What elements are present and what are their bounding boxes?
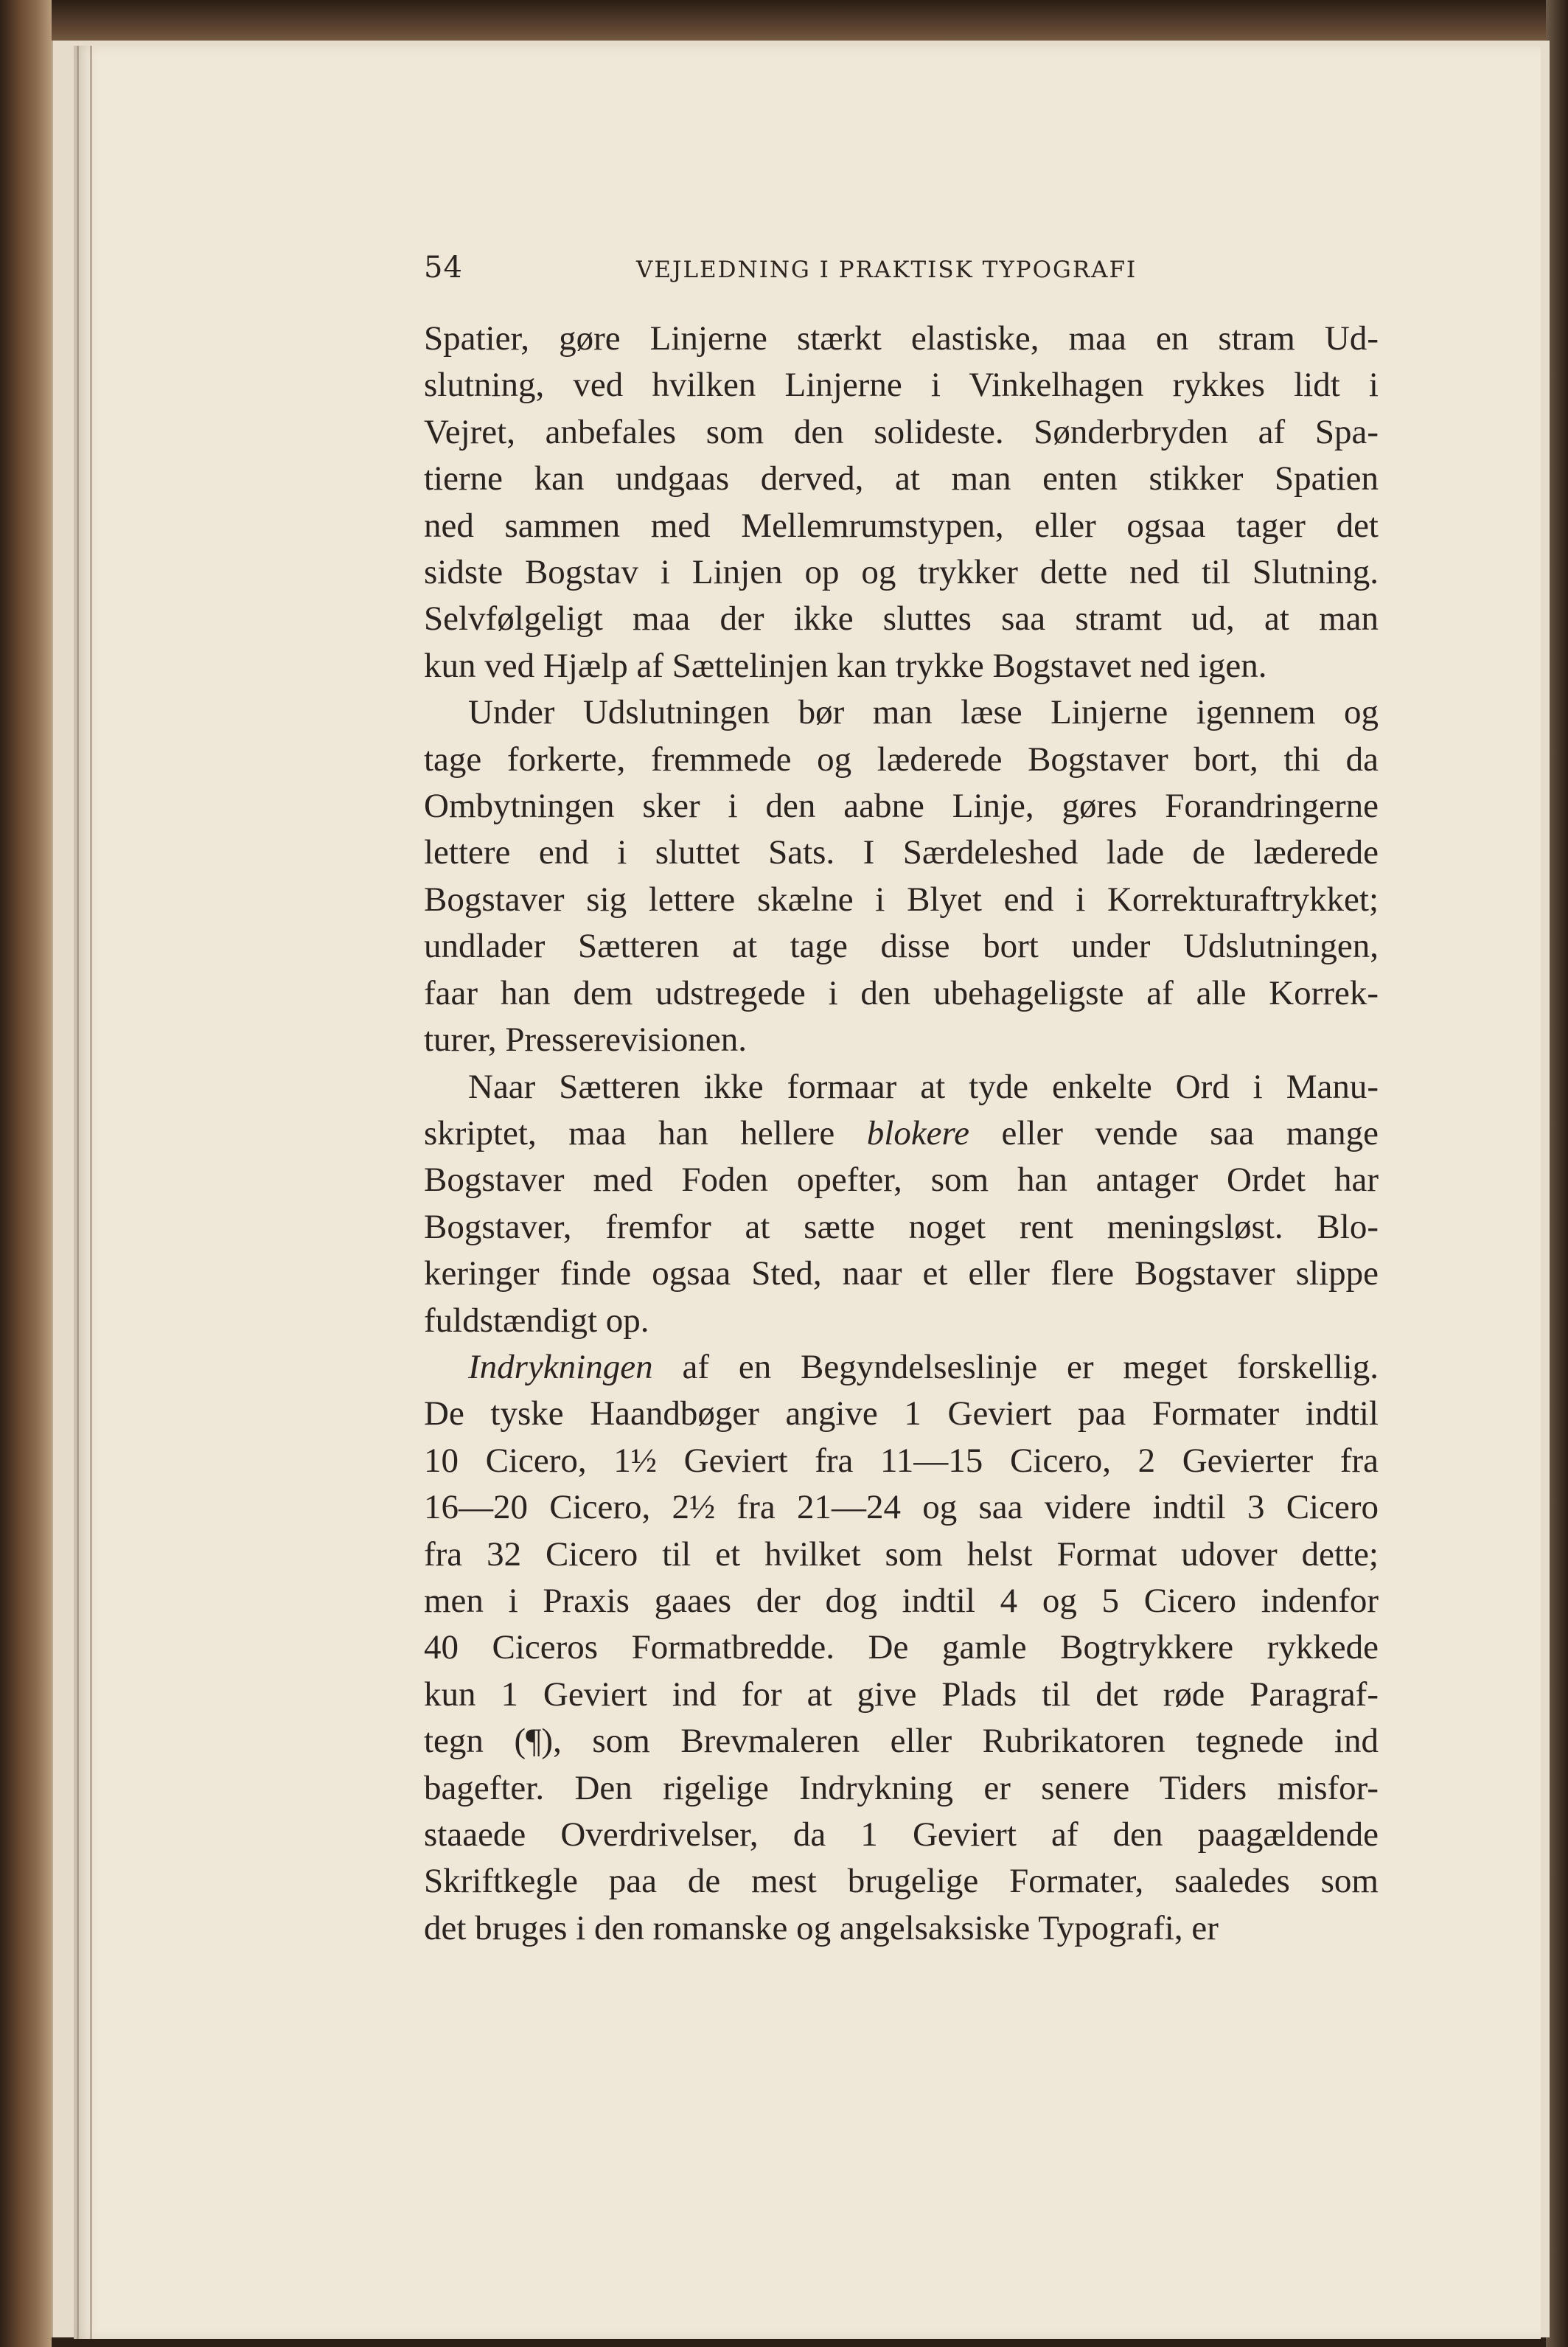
- paragraph: [424, 689, 1379, 1063]
- text-line: tierne kan undgaas derved, at man enten stikker Spatien: [424, 459, 1379, 498]
- text-line: kun 1 Geviert ind for at give Plads til det røde Paragraf-: [424, 1675, 1379, 1714]
- book-cover-top-edge: [0, 0, 1568, 44]
- text-line: Bogstaver med Foden opefter, som han antager Ordet har: [424, 1161, 1379, 1200]
- text-line: sidste Bogstav i Linjen op og trykker dette ned til Slutning.: [424, 553, 1379, 592]
- text-line: Bogstaver, fremfor at sætte noget rent meningsløst. Blo-: [424, 1207, 1379, 1246]
- paragraph: [424, 1064, 1379, 1344]
- text-line: tegn (¶), som Brevmaleren eller Rubrikatoren tegnede ind: [424, 1722, 1379, 1761]
- text-line: Naar Sætteren ikke formaar at tyde enkelte Ord i Manu-: [468, 1067, 1379, 1106]
- page-number: 54: [424, 251, 463, 285]
- text-line: keringer finde ogsaa Sted, naar et eller flere Bogstaver slippe: [424, 1254, 1379, 1293]
- text-line: lettere end i sluttet Sats. I Særdeleshed lade de læderede: [424, 833, 1379, 872]
- text-line: Ombytningen sker i den aabne Linje, gøres Forandringerne: [424, 787, 1379, 826]
- text-line: ned sammen med Mellemrumstypen, eller ogsaa tager det: [424, 506, 1379, 545]
- text-line: Indrykningen af en Begyndelseslinje er meget forskellig.: [468, 1347, 1379, 1386]
- text-line: undlader Sætteren at tage disse bort under Udslutningen,: [424, 927, 1379, 966]
- paragraph: [424, 1344, 1379, 1952]
- text-line: kun ved Hjælp af Sættelinjen kan trykke Bogstavet ned igen.: [424, 646, 1267, 685]
- text-line: faar han dem udstregede i den ubehageligste af alle Korrek-: [424, 973, 1379, 1012]
- text-line: det bruges i den romanske og angelsaksiske Typografi, er: [424, 1908, 1219, 1947]
- text-line: Spatier, gøre Linjerne stærkt elastiske, maa en stram Ud-: [424, 319, 1379, 358]
- gutter-line: [90, 46, 92, 2339]
- text-line: 40 Ciceros Formatbredde. De gamle Bogtrykkere rykkede: [424, 1628, 1379, 1667]
- text-line: slutning, ved hvilken Linjerne i Vinkelhagen rykkes lidt i: [424, 366, 1379, 405]
- text-line: bagefter. Den rigelige Indrykning er senere Tiders misfor-: [424, 1768, 1379, 1807]
- text-line: 10 Cicero, 1½ Geviert fra 11—15 Cicero, 2 Gevierter fra: [424, 1441, 1379, 1480]
- text-line: 16—20 Cicero, 2½ fra 21—24 og saa videre indtil 3 Cicero: [424, 1488, 1379, 1527]
- text-line: fra 32 Cicero til et hvilket som helst Format udover dette;: [424, 1534, 1379, 1574]
- gutter-line: [77, 46, 79, 2339]
- page-header: [424, 251, 1379, 295]
- text-line: Bogstaver sig lettere skælne i Blyet end i Korrekturaftrykket;: [424, 880, 1379, 919]
- text-line: Selvfølgeligt maa der ikke sluttes saa stramt ud, at man: [424, 599, 1379, 639]
- text-line: turer, Presserevisionen.: [424, 1020, 747, 1060]
- running-head: VEJLEDNING I PRAKTISK TYPOGRAFI: [636, 257, 1137, 283]
- paragraph: [424, 316, 1379, 689]
- text-line: Under Udslutningen bør man læse Linjerne igennem og: [468, 693, 1379, 732]
- text-line: Skriftkegle paa de mest brugelige Formater, saaledes som: [424, 1862, 1379, 1901]
- body-text: [424, 316, 1379, 1952]
- text-line: staaede Overdrivelser, da 1 Geviert af den paagældende: [424, 1815, 1379, 1854]
- text-line: Vejret, anbefales som den solideste. Sønderbryden af Spa-: [424, 412, 1379, 451]
- text-line: De tyske Haandbøger angive 1 Geviert paa Formater indtil: [424, 1394, 1379, 1433]
- text-line: tage forkerte, fremmede og læderede Bogstaver bort, thi da: [424, 740, 1379, 779]
- text-line: fuldstændigt op.: [424, 1301, 649, 1340]
- text-line: men i Praxis gaaes der dog indtil 4 og 5 Cicero indenfor: [424, 1581, 1379, 1620]
- text-line: skriptet, maa han hellere blokere eller vende saa mange: [424, 1113, 1379, 1152]
- book-cover-left-edge: [0, 0, 52, 2347]
